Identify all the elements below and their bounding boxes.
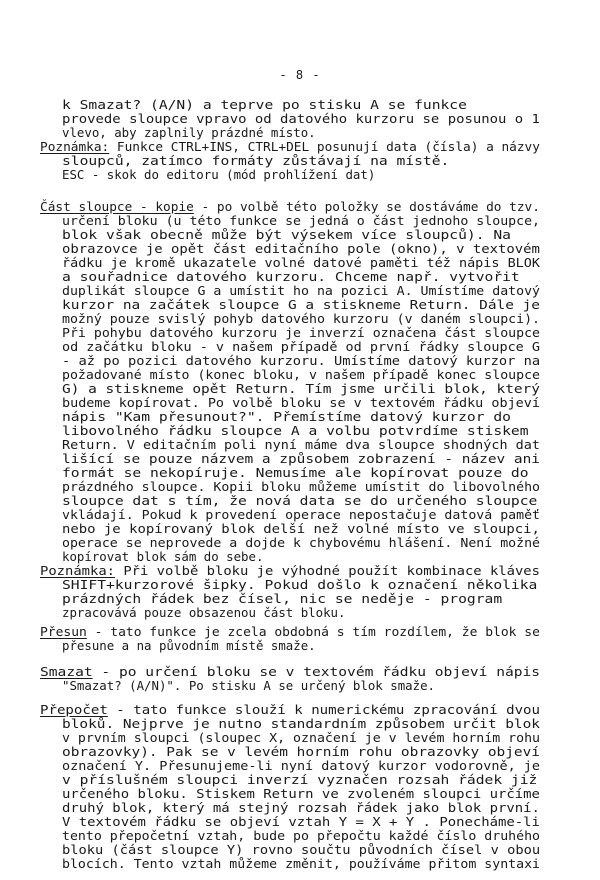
text-line (62, 112, 540, 126)
text-line (62, 787, 540, 801)
line-text: kurzor na začátek sloupce G a stiskneme Return. Dále je (62, 296, 540, 312)
line-text: řádku je kromě ukazatele volné datové paměti též nápis BLOK (62, 254, 540, 270)
text-line (62, 298, 540, 312)
line-text: - až po pozici datového kurzoru. Umístíme datový kurzor na (62, 352, 541, 368)
text-line (62, 354, 540, 368)
text-line (62, 312, 540, 326)
text-line (62, 717, 540, 731)
text-line (62, 843, 540, 857)
section-heading-line (40, 703, 540, 717)
text-line (62, 480, 540, 494)
line-text: sloupců, zatímco formáty zůstávají na místě. (62, 153, 450, 168)
text-line (62, 340, 540, 354)
text-line (62, 606, 345, 620)
line-text: - po volbě této položky se dostáváme do tzv. (193, 198, 540, 214)
text-line (62, 126, 316, 140)
text-line (62, 639, 316, 653)
line-text: označení Y. Přesunujeme-li nyní datový kurzor vodorovně, je (62, 758, 540, 773)
line-text: libovolného řádku sloupce A a volbu potvrdíme stiskem (62, 422, 529, 438)
text-line (62, 466, 529, 480)
line-text: Return. V editačním poli nyní máme dva sloupce shodných dat (62, 436, 540, 452)
text-line (62, 382, 540, 396)
text-line (62, 242, 540, 256)
line-text: určení bloku (u této funkce se jedná o část jednoho sloupce, (62, 212, 541, 228)
text-line (62, 508, 540, 522)
line-text: nebo je kopírovaný blok delší než volné místo ve sloupci, (62, 520, 540, 536)
line-text: kopírovat blok sám do sebe. (62, 548, 264, 564)
text-line (62, 452, 540, 466)
text-line (62, 522, 540, 536)
text-line (62, 731, 540, 745)
line-text: ESC - skok do editoru (mód prohlížení dat) (62, 167, 376, 182)
line-text: vlevo, aby zaplnily prázdné místo. (62, 125, 316, 140)
term-label: Poznámka: (40, 139, 110, 154)
text-line (62, 256, 540, 270)
line-text: přesune a na původním místě smaže. (62, 637, 316, 653)
line-text: bloků. Nejprve je nutno standardním způsobem určit blok (62, 716, 540, 731)
line-text: v prvním sloupci (sloupec X, označení je v levém horním rohu (62, 730, 541, 745)
line-text: obrazovky). Pak se v levém horním rohu obrazovky objeví (62, 744, 540, 759)
section-heading-line (40, 625, 540, 639)
text-line (62, 438, 540, 452)
line-text: prázdného sloupce. Kopii bloku můžeme umístit do libovolného (62, 478, 541, 494)
text-line (62, 98, 467, 112)
line-text: duplikát sloupce G a umístit ho na pozici A. Umístíme datový (62, 282, 541, 298)
line-text: požadované místo (konec bloku, v našem případě konec sloupce (62, 366, 541, 382)
line-text: blocích. Tento vztah můžeme změnit, používáme přitom syntaxi (62, 856, 541, 871)
line-text: SHIFT+kurzorové šipky. Pokud došlo k označení několika (62, 576, 538, 592)
line-text: blok však obecně může být výsekem více sloupců). Na (62, 226, 511, 242)
text-line (62, 815, 540, 829)
line-text: formát se nekopíruje. Nemusíme ale kopírovat pouze do (62, 464, 529, 480)
line-text: vkládají. Pokud k provedení operace nepostačuje datová paměť (62, 506, 541, 522)
line-text: V textovém řádku se objeví vztah Y = X + Y . Ponecháme-li (62, 814, 540, 829)
line-text: tento přepočetní vztah, bude po přepočtu každé číslo druhého (62, 828, 541, 843)
text-line (62, 270, 520, 284)
line-text: druhý blok, který má stejný rozsah řádek jako blok první. (62, 800, 540, 815)
term-label: Přepočet (40, 702, 108, 717)
line-text: od začátku bloku - v našem případě od první řádky sloupce G (62, 338, 540, 354)
line-text: bloku (část sloupce Y) rovno součtu původních čísel v obou (62, 842, 541, 857)
text-line (62, 592, 502, 606)
text-line (62, 396, 540, 410)
text-line (62, 829, 540, 843)
line-text: lišící se pouze názvem a způsobem zobrazení - název ani (62, 450, 540, 466)
text-line (62, 326, 540, 340)
term-label: Přesun (40, 623, 87, 639)
text-line (62, 679, 435, 693)
line-text: určeného bloku. Stiskem Return ve zvoleném sloupci určíme (62, 786, 540, 801)
term-label: Smazat (40, 663, 93, 679)
text-line (62, 578, 537, 592)
text-line (62, 550, 263, 564)
text-line (62, 410, 511, 424)
line-text: možný pouze svislý pohyb datového kurzoru (v daném sloupci). (62, 310, 541, 326)
text-line (62, 536, 540, 550)
term-label: Část sloupce - kopie (40, 198, 194, 214)
line-text: k Smazat? (A/N) a teprve po stisku A se funkce (62, 97, 467, 112)
line-text: Při volbě bloku je výhodné použít kombinace kláves (114, 562, 540, 578)
line-text: nápis "Kam přesunout?". Přemístíme datový kurzor do (62, 408, 511, 424)
text-line (62, 154, 449, 168)
line-text: Funkce CTRL+INS, CTRL+DEL posunují data (čísla) a názvy (109, 139, 540, 154)
line-text: provede sloupce vpravo od datového kurzoru se posunou o 1 (62, 111, 540, 126)
page-number: - 8 - (279, 68, 321, 82)
line-text: - tato funkce je zcela obdobná s tím rozdílem, že blok se (86, 623, 540, 639)
text-line (62, 773, 537, 787)
text-line (62, 759, 540, 773)
line-text: operace se neprovede a dojde k chybovému hlášení. Není možné (62, 534, 541, 550)
text-line (62, 368, 540, 382)
text-line (62, 284, 540, 298)
section-heading-line (40, 564, 540, 578)
line-text: obrazovce je opět část editačního pole (okno), v textovém (62, 240, 540, 256)
term-label: Poznámka: (40, 562, 115, 578)
text-line (62, 801, 540, 815)
section-heading-line (40, 200, 540, 214)
line-text: sloupce dat s tím, že nová data se do určeného sloupce (62, 492, 538, 508)
line-text: "Smazat? (A/N)". Po stisku A se určený blok smaže. (62, 677, 435, 693)
line-text: - tato funkce slouží k numerickému zpracování dvou (107, 702, 540, 717)
text-line (62, 857, 540, 871)
text-line (62, 228, 511, 242)
text-line (62, 494, 537, 508)
line-text: - po určení bloku se v textovém řádku objeví nápis (92, 663, 541, 679)
section-heading-line (40, 140, 540, 154)
line-text: zpracovává pouze obsazenou část bloku. (62, 604, 346, 620)
section-heading-line (40, 665, 540, 679)
line-text: a souřadnice datového kurzoru. Chceme např. vytvořit (62, 268, 520, 284)
line-text: v příslušném sloupci inverzí vyznačen rozsah řádek již (62, 772, 538, 787)
line-text: prázdných řádek bez čísel, nic se neděje - program (62, 590, 503, 606)
line-text: G) a stiskneme opět Return. Tím jsme určili blok, který (62, 380, 540, 396)
text-line (62, 745, 540, 759)
line-text: Při pohybu datového kurzoru je inverzí označena část sloupce (62, 324, 541, 340)
text-line (62, 168, 375, 182)
line-text: budeme kopírovat. Po volbě bloku se v textovém řádku objeví (62, 394, 540, 410)
text-line (62, 214, 540, 228)
text-line (62, 424, 529, 438)
